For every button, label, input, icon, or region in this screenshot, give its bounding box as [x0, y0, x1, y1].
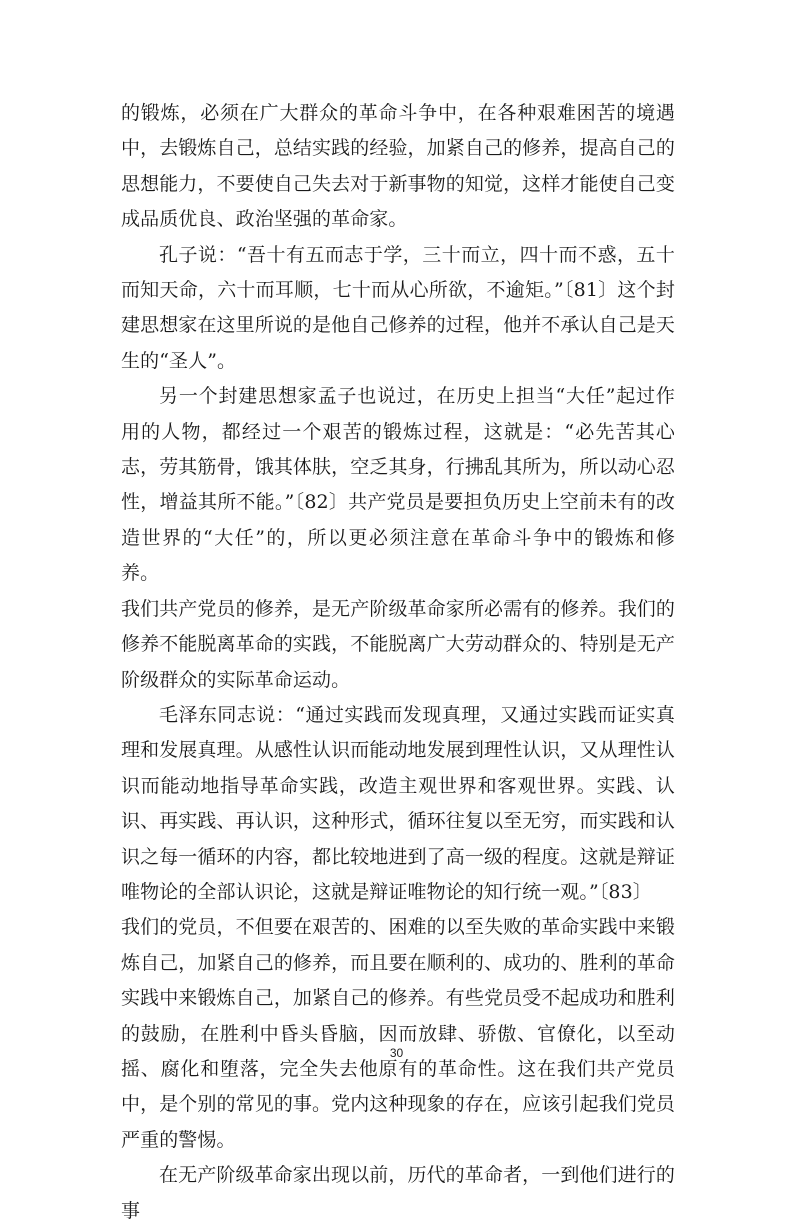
- page-number: 30: [389, 1046, 404, 1060]
- paragraph-6: 我们的党员，不但要在艰苦的、困难的以至失败的革命实践中来锻炼自己，加紧自己的修养，而且要在顺利的、成功的、胜利的革命实践中来锻炼自己，加紧自己的修养。有些党员受不起成功和胜利的鼓励，在胜利中昏头昏脑，因而放肆、骄傲、官僚化，以至动摇、腐化和堕落，完全失去他原有的革命性。这在我们共产党员中，是个别的常见的事。党内这种现象的存在，应该引起我们党员严重的警惕。: [121, 916, 675, 1151]
- paragraph-5: 毛泽东同志说：“通过实践而发现真理，又通过实践而证实真理和发展真理。从感性认识而能动地发展到理性认识，又从理性认识而能动地指导革命实践，改造主观世界和客观世界。实践、认识、再实践、再认识，这种形式，循环往复以至无穷，而实践和认识之每一循环的内容，都比较地进到了高一级的程度。这就是辩证唯物论的全部认识论，这就是辩证唯物论的知行统一观。”〔83〕: [121, 703, 675, 903]
- paragraph-2: 孔子说：“吾十有五而志于学，三十而立，四十而不惑，五十而知天命，六十而耳顺，七十而从心所欲，不逾矩。”〔81〕这个封建思想家在这里所说的是他自己修养的过程，他并不承认自己是天生的“圣人”。: [121, 243, 675, 372]
- paragraph-7: 在无产阶级革命家出现以前，历代的革命者，一到他们进行的事: [121, 1164, 675, 1222]
- paragraph-3: 另一个封建思想家孟子也说过，在历史上担当“大任”起过作用的人物，都经过一个艰苦的锻炼过程，这就是：“必先苦其心志，劳其筋骨，饿其体肤，空乏其身，行拂乱其所为，所以动心忍性，增益其所不能。”〔82〕共产党员是要担负历史上空前未有的改造世界的“大任”的，所以更必须注意在革命斗争中的锻炼和修养。: [121, 385, 675, 585]
- paragraph-1: 的锻炼，必须在广大群众的革命斗争中，在各种艰难困苦的境遇中，去锻炼自己，总结实践的经验，加紧自己的修养，提高自己的思想能力，不要使自己失去对于新事物的知觉，这样才能使自己变成品质优良、政治坚强的革命家。: [121, 102, 675, 231]
- paragraph-4: 我们共产党员的修养，是无产阶级革命家所必需有的修养。我们的修养不能脱离革命的实践，不能脱离广大劳动群众的、特别是无产阶级群众的实际革命运动。: [121, 597, 675, 691]
